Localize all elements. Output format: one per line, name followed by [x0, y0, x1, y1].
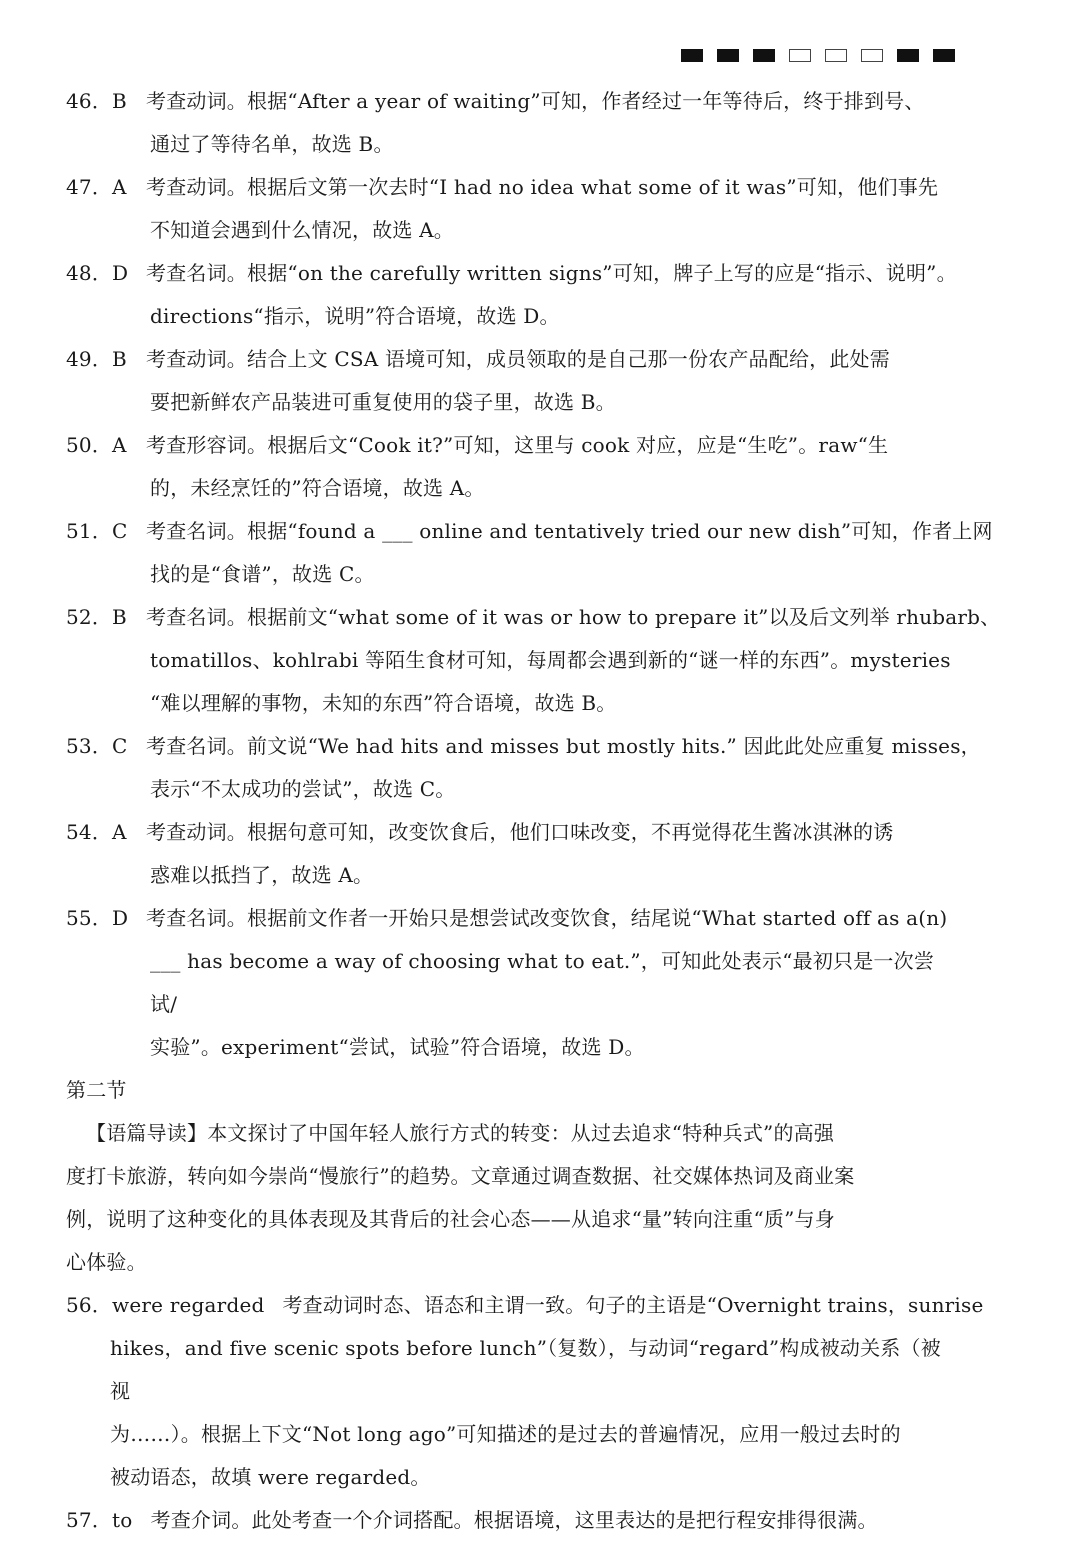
explanation-text: 表示“不太成功的尝试”，故选 C。 [150, 777, 456, 801]
passage-intro [66, 1112, 958, 1284]
explanation-text: 被动语态，故填 were regarded。 [110, 1465, 431, 1489]
explanation-text: 考查动词时态、语态和主谓一致。句子的主语是“Overnight trains，sunrise [282, 1293, 984, 1317]
header-mark [897, 49, 919, 62]
explanation-text: 考查动词。结合上文 CSA 语境可知，成员领取的是自己那一份农产品配给，此处需 [146, 347, 890, 371]
explanation-text: 考查名词。根据“on the carefully written signs”可知，牌子上写的应是“指示、说明”。 [146, 261, 957, 285]
answer-number: 46．B [66, 89, 127, 113]
explanation-text: 考查动词。根据句意可知，改变饮食后，他们口味改变，不再觉得花生酱冰淇淋的诱 [146, 820, 894, 844]
answer-number: 54．A [66, 820, 127, 844]
header-mark [717, 49, 739, 62]
answer-number: 57．to [66, 1508, 133, 1532]
answer-item-57 [66, 1499, 958, 1542]
explanation-text: 考查介词。此处考查一个介词搭配。根据语境，这里表达的是把行程安排得很满。 [150, 1508, 878, 1532]
explanation-text: 考查名词。根据前文“what some of it was or how to prepare it”以及后文列举 rhubarb、 [146, 605, 1001, 629]
answer-explanations [66, 80, 1001, 1542]
answer-number: 52．B [66, 605, 127, 629]
answer-number: 53．C [66, 734, 128, 758]
explanation-text: 实验”。experiment“尝试，试验”符合语境，故选 D。 [150, 1035, 645, 1059]
explanation-text: hikes，and five scenic spots before lunch”（复数），与动词“regard”构成被动关系（被视 [110, 1336, 941, 1403]
explanation-text: 不知道会遇到什么情况，故选 A。 [150, 218, 455, 242]
header-mark [681, 49, 703, 62]
explanation-text: directions“指示，说明”符合语境，故选 D。 [150, 304, 560, 328]
answer-item-53 [66, 725, 981, 811]
answer-number: 50．A [66, 433, 127, 457]
answer-item-50 [66, 424, 958, 510]
answer-item-46 [66, 80, 958, 166]
explanation-text: tomatillos、kohlrabi 等陌生食材可知，每周都会遇到新的“谜一样的东西”。mysteries [150, 648, 951, 672]
answer-item-51 [66, 510, 993, 596]
explanation-text: 考查名词。根据“found a ___ online and tentatively tried our new dish”可知，作者上网 [146, 519, 993, 543]
intro-text: 度打卡旅游，转向如今崇尚“慢旅行”的趋势。文章通过调查数据、社交媒体热词及商业案 [66, 1164, 855, 1188]
intro-text: 【语篇导读】本文探讨了中国年轻人旅行方式的转变：从过去追求“特种兵式”的高强 [86, 1121, 835, 1145]
explanation-text: “难以理解的事物，未知的东西”符合语境，故选 B。 [150, 691, 617, 715]
intro-text: 例，说明了这种变化的具体表现及其背后的社会心态——从追求“量”转向注重“质”与身 [66, 1207, 835, 1231]
answer-number: 49．B [66, 347, 127, 371]
explanation-text: 的，未经烹饪的”符合语境，故选 A。 [150, 476, 485, 500]
answer-item-55 [66, 897, 958, 1069]
explanation-text: 考查动词。根据后文第一次去时“I had no idea what some of it was”可知，他们事先 [146, 175, 939, 199]
answer-number: 55．D [66, 906, 129, 930]
answer-number: 47．A [66, 175, 127, 199]
answer-number: 51．C [66, 519, 128, 543]
explanation-text: 为……）。根据上下文“Not long ago”可知描述的是过去的普遍情况，应用一般过去时的 [110, 1422, 901, 1446]
explanation-text: 找的是“食谱”，故选 C。 [150, 562, 375, 586]
explanation-text: ___ has become a way of choosing what to eat.”，可知此处表示“最初只是一次尝试/ [150, 949, 935, 1016]
answer-item-54 [66, 811, 958, 897]
explanation-text: 通过了等待名单，故选 B。 [150, 132, 394, 156]
header-mark [825, 49, 847, 62]
header-mark [933, 49, 955, 62]
answer-item-52 [66, 596, 1001, 725]
explanation-text: 考查名词。前文说“We had hits and misses but mostly hits.” 因此此处应重复 misses， [146, 734, 981, 758]
answer-number: 48．D [66, 261, 129, 285]
explanation-text: 考查形容词。根据后文“Cook it?”可知，这里与 cook 对应，应是“生吃”。raw“生 [146, 433, 889, 457]
answer-number: 56．were regarded [66, 1293, 265, 1317]
explanation-text: 要把新鲜农产品装进可重复使用的袋子里，故选 B。 [150, 390, 616, 414]
answer-item-47 [66, 166, 958, 252]
answer-item-48 [66, 252, 958, 338]
explanation-text: 惑难以抵挡了，故选 A。 [150, 863, 374, 887]
page-header-marks [681, 49, 955, 62]
section-title: 第二节 [66, 1078, 127, 1102]
explanation-text: 考查名词。根据前文作者一开始只是想尝试改变饮食，结尾说“What started off as a(n) [146, 906, 948, 930]
answer-item-49 [66, 338, 958, 424]
intro-text: 心体验。 [66, 1250, 147, 1274]
header-mark [789, 49, 811, 62]
explanation-text: 考查动词。根据“After a year of waiting”可知，作者经过一年等待后，终于排到号、 [146, 89, 925, 113]
answer-item-56 [66, 1284, 984, 1499]
header-mark [753, 49, 775, 62]
header-mark [861, 49, 883, 62]
